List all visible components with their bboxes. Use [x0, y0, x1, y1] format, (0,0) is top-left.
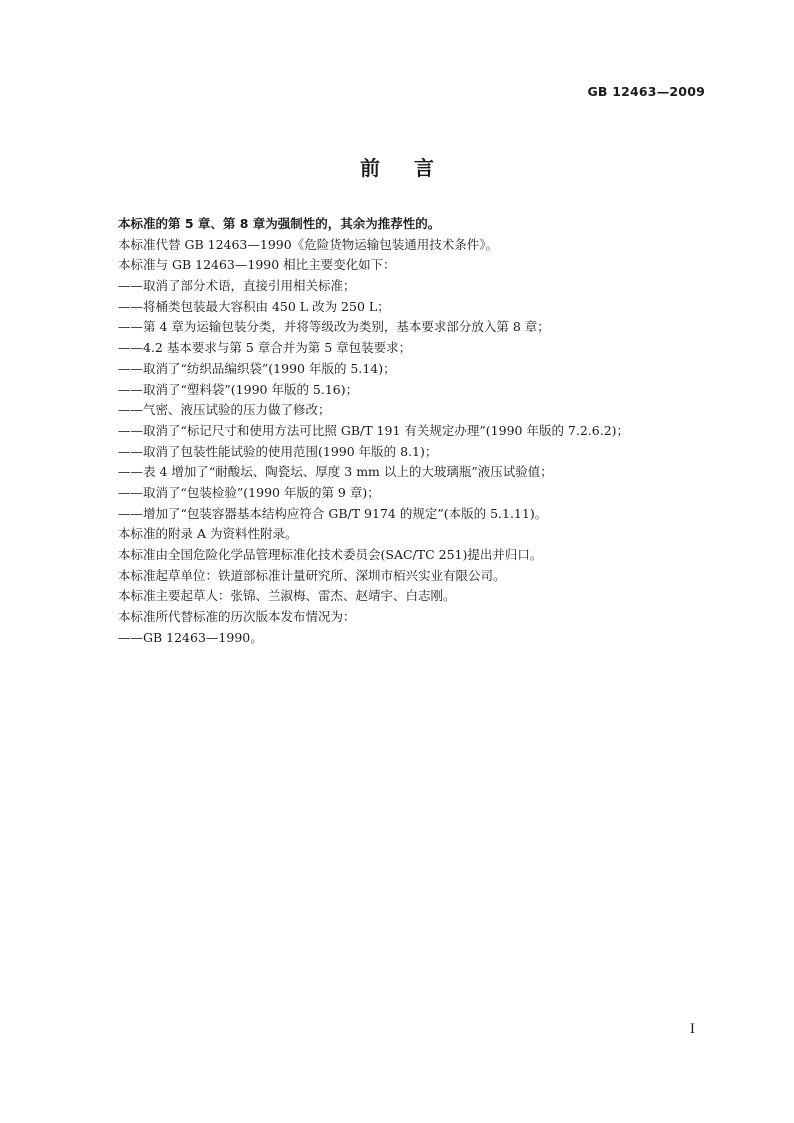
page-number: I: [689, 1022, 695, 1037]
foreword-line: ——取消了部分术语，直接引用相关标准；: [118, 278, 356, 294]
page-title-char-2: 言: [414, 156, 434, 180]
foreword-line: ——取消了“标记尺寸和使用方法可比照 GB/T 191 有关规定办理”(1990 年版的 7.2.6.2)；: [118, 422, 630, 438]
foreword-line: 本标准的第 5 章、第 8 章为强制性的，其余为推荐性的。: [118, 216, 441, 231]
foreword-body: [118, 214, 698, 648]
foreword-line: 本标准由全国危险化学品管理标准化技术委员会(SAC/TC 251)提出并归口。: [118, 547, 543, 562]
standard-number: GB 12463—2009: [587, 84, 705, 99]
foreword-line: ——取消了包装性能试验的使用范围(1990 年版的 8.1)；: [118, 443, 438, 459]
foreword-line: ——第 4 章为运输包装分类，并将等级改为类别，基本要求部分放入第 8 章；: [118, 319, 550, 335]
foreword-line: 本标准与 GB 12463—1990 相比主要变化如下：: [118, 257, 396, 273]
foreword-line: 本标准所代替标准的历次版本发布情况为：: [118, 609, 356, 625]
foreword-line: 本标准的附录 A 为资料性附录。: [118, 526, 298, 542]
foreword-line: ——GB 12463—1990。: [118, 629, 263, 645]
foreword-line: ——表 4 增加了“耐酸坛、陶瓷坛、厚度 3 mm 以上的大玻璃瓶”液压试验值；: [118, 464, 553, 480]
foreword-line: 本标准起草单位：铁道部标准计量研究所、深圳市栢兴实业有限公司。: [118, 567, 506, 583]
foreword-line: ——取消了“包装检验”(1990 年版的第 9 章)；: [118, 484, 380, 500]
foreword-line: ——取消了“纺织品编织袋”(1990 年版的 5.14)；: [118, 360, 396, 376]
page-title-char-1: 前: [360, 156, 380, 180]
foreword-line: 本标准代替 GB 12463—1990《危险货物运输包装通用技术条件》。: [118, 236, 498, 252]
page-title: [0, 152, 794, 181]
foreword-line: ——4.2 基本要求与第 5 章合并为第 5 章包装要求；: [118, 340, 412, 356]
foreword-line: 本标准主要起草人：张锦、兰淑梅、雷杰、赵靖宇、白志刚。: [118, 588, 456, 604]
foreword-line: ——取消了“塑料袋”(1990 年版的 5.16)；: [118, 381, 359, 397]
foreword-line: ——增加了“包装容器基本结构应符合 GB/T 9174 的规定”(本版的 5.1.11)。: [118, 505, 548, 521]
foreword-line: ——气密、液压试验的压力做了修改；: [118, 402, 331, 418]
foreword-line: ——将桶类包装最大容积由 450 L 改为 250 L；: [118, 298, 390, 314]
